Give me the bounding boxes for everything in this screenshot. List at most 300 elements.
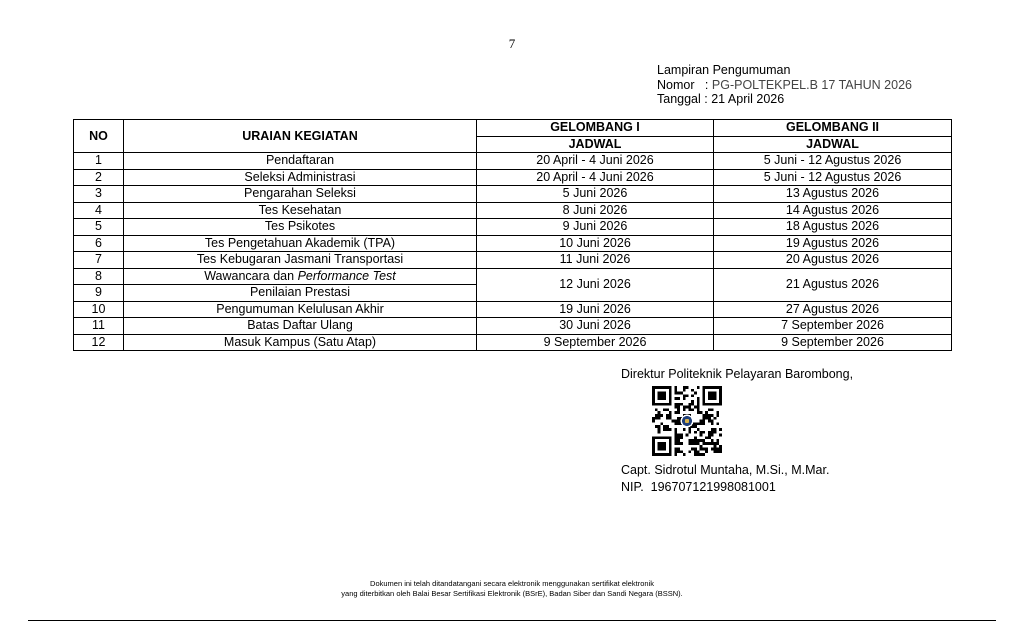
table-row bbox=[74, 235, 952, 252]
row-number: 5 bbox=[74, 219, 124, 236]
column-header-wave-2: GELOMBANG II bbox=[714, 120, 952, 137]
qr-module bbox=[663, 442, 666, 445]
qr-module bbox=[677, 420, 680, 423]
qr-module bbox=[674, 389, 677, 392]
qr-module bbox=[660, 448, 663, 451]
qr-module bbox=[669, 439, 672, 442]
qr-module bbox=[694, 453, 697, 456]
qr-module bbox=[683, 408, 686, 411]
qr-module bbox=[674, 450, 677, 453]
activity-cell: Tes Pengetahuan Akademik (TPA) bbox=[124, 235, 477, 252]
qr-module bbox=[686, 434, 689, 437]
qr-module bbox=[658, 397, 661, 400]
qr-module bbox=[660, 453, 663, 456]
page-bottom-rule bbox=[28, 620, 996, 621]
qr-module bbox=[708, 414, 711, 417]
qr-module bbox=[652, 400, 655, 403]
qr-module bbox=[674, 422, 677, 425]
qr-module bbox=[694, 442, 697, 445]
qr-module bbox=[702, 400, 705, 403]
qr-module bbox=[697, 397, 700, 400]
qr-module bbox=[711, 442, 714, 445]
qr-module bbox=[691, 394, 694, 397]
qr-module bbox=[719, 448, 722, 451]
qr-module bbox=[680, 450, 683, 453]
qr-module bbox=[674, 453, 677, 456]
qr-module bbox=[658, 417, 661, 420]
row-number: 11 bbox=[74, 318, 124, 335]
qr-module bbox=[697, 403, 700, 406]
qr-module bbox=[691, 389, 694, 392]
qr-module bbox=[683, 406, 686, 409]
qr-module bbox=[663, 453, 666, 456]
qr-module bbox=[688, 439, 691, 442]
qr-module bbox=[660, 436, 663, 439]
wave2-date: 19 Agustus 2026 bbox=[714, 235, 952, 252]
qr-module bbox=[716, 450, 719, 453]
qr-module bbox=[669, 436, 672, 439]
qr-module bbox=[658, 448, 661, 451]
qr-module bbox=[716, 414, 719, 417]
qr-module bbox=[705, 403, 708, 406]
qr-module bbox=[658, 414, 661, 417]
qr-module bbox=[669, 386, 672, 389]
column-subheader-schedule-1: JADWAL bbox=[477, 136, 714, 153]
qr-module bbox=[663, 448, 666, 451]
qr-module bbox=[700, 445, 703, 448]
qr-module bbox=[674, 442, 677, 445]
qr-module bbox=[702, 417, 705, 420]
qr-module bbox=[708, 392, 711, 395]
qr-module bbox=[658, 445, 661, 448]
qr-module bbox=[708, 442, 711, 445]
activity-cell: Pengarahan Seleksi bbox=[124, 186, 477, 203]
qr-module bbox=[708, 408, 711, 411]
qr-module bbox=[719, 400, 722, 403]
qr-module bbox=[652, 439, 655, 442]
qr-module bbox=[691, 408, 694, 411]
qr-module bbox=[655, 436, 658, 439]
qr-module bbox=[674, 439, 677, 442]
table-row bbox=[74, 153, 952, 170]
qr-module bbox=[658, 428, 661, 431]
qr-module bbox=[669, 450, 672, 453]
wave2-date: 21 Agustus 2026 bbox=[714, 268, 952, 301]
qr-module bbox=[652, 436, 655, 439]
signer-name: Capt. Sidrotul Muntaha, M.Si., M.Mar. bbox=[621, 463, 830, 477]
qr-module bbox=[663, 392, 666, 395]
qr-module bbox=[697, 408, 700, 411]
qr-module bbox=[663, 428, 666, 431]
qr-module bbox=[677, 397, 680, 400]
qr-module bbox=[694, 436, 697, 439]
qr-module bbox=[674, 411, 677, 414]
qr-module bbox=[666, 386, 669, 389]
qr-module bbox=[694, 450, 697, 453]
qr-module bbox=[688, 408, 691, 411]
qr-module bbox=[691, 403, 694, 406]
qr-module bbox=[677, 417, 680, 420]
qr-module bbox=[716, 442, 719, 445]
qr-module bbox=[711, 448, 714, 451]
qr-module bbox=[666, 417, 669, 420]
page-number: 7 bbox=[508, 36, 516, 51]
qr-module bbox=[711, 431, 714, 434]
qr-module bbox=[658, 394, 661, 397]
qr-module bbox=[652, 453, 655, 456]
table-row bbox=[74, 334, 952, 351]
wave1-date: 10 Juni 2026 bbox=[477, 235, 714, 252]
qr-module bbox=[716, 403, 719, 406]
qr-module bbox=[716, 386, 719, 389]
qr-module bbox=[658, 431, 661, 434]
qr-module bbox=[702, 431, 705, 434]
qr-module bbox=[705, 442, 708, 445]
qr-module bbox=[702, 414, 705, 417]
table-row bbox=[74, 202, 952, 219]
qr-module bbox=[711, 386, 714, 389]
qr-module bbox=[702, 448, 705, 451]
qr-module bbox=[697, 386, 700, 389]
qr-module bbox=[716, 448, 719, 451]
qr-module bbox=[658, 425, 661, 428]
qr-module bbox=[711, 422, 714, 425]
qr-module bbox=[683, 428, 686, 431]
column-header-activity: URAIAN KEGIATAN bbox=[124, 120, 477, 153]
qr-module bbox=[660, 386, 663, 389]
qr-module bbox=[666, 428, 669, 431]
qr-module bbox=[663, 445, 666, 448]
tanggal-value: 21 April 2026 bbox=[711, 92, 785, 106]
qr-module bbox=[660, 397, 663, 400]
qr-module bbox=[655, 417, 658, 420]
qr-module bbox=[658, 453, 661, 456]
qr-module bbox=[691, 442, 694, 445]
qr-module bbox=[714, 442, 717, 445]
qr-module bbox=[660, 394, 663, 397]
qr-module bbox=[652, 442, 655, 445]
qr-module bbox=[705, 411, 708, 414]
qr-module bbox=[677, 448, 680, 451]
qr-module bbox=[688, 428, 691, 431]
qr-module bbox=[655, 414, 658, 417]
qr-module bbox=[677, 436, 680, 439]
qr-module bbox=[697, 450, 700, 453]
wave1-date: 12 Juni 2026 bbox=[477, 268, 714, 301]
activity-cell: Pengumuman Kelulusan Akhir bbox=[124, 301, 477, 318]
qr-module bbox=[719, 450, 722, 453]
qr-module bbox=[711, 428, 714, 431]
qr-module bbox=[674, 436, 677, 439]
qr-module bbox=[658, 403, 661, 406]
qr-module bbox=[660, 403, 663, 406]
qr-module bbox=[683, 394, 686, 397]
qr-module bbox=[669, 389, 672, 392]
qr-module bbox=[652, 450, 655, 453]
qr-module bbox=[663, 436, 666, 439]
qr-module bbox=[700, 422, 703, 425]
qr-module bbox=[719, 445, 722, 448]
qr-module bbox=[705, 436, 708, 439]
qr-module bbox=[711, 408, 714, 411]
schedule-table bbox=[73, 119, 952, 351]
qr-module bbox=[708, 386, 711, 389]
activity-cell: Wawancara dan Performance Test bbox=[124, 268, 477, 285]
qr-module bbox=[652, 397, 655, 400]
qr-module bbox=[719, 394, 722, 397]
qr-module bbox=[688, 403, 691, 406]
qr-module bbox=[714, 445, 717, 448]
qr-module bbox=[691, 439, 694, 442]
table-row bbox=[74, 252, 952, 269]
qr-module bbox=[652, 403, 655, 406]
qr-module bbox=[680, 403, 683, 406]
qr-module bbox=[688, 431, 691, 434]
qr-module bbox=[700, 431, 703, 434]
qr-module bbox=[677, 408, 680, 411]
table-row bbox=[74, 169, 952, 186]
qr-module bbox=[694, 439, 697, 442]
qr-module bbox=[705, 417, 708, 420]
qr-module bbox=[708, 420, 711, 423]
qr-module bbox=[694, 406, 697, 409]
qr-module bbox=[660, 392, 663, 395]
activity-cell: Seleksi Administrasi bbox=[124, 169, 477, 186]
qr-module bbox=[711, 414, 714, 417]
announcement-header bbox=[657, 63, 912, 107]
qr-module bbox=[714, 448, 717, 451]
qr-module bbox=[708, 394, 711, 397]
qr-module bbox=[677, 411, 680, 414]
qr-module bbox=[705, 414, 708, 417]
qr-module bbox=[714, 431, 717, 434]
qr-module bbox=[702, 439, 705, 442]
qr-module bbox=[700, 448, 703, 451]
qr-module bbox=[702, 403, 705, 406]
signer-nip: NIP. 196707121998081001 bbox=[621, 480, 776, 494]
activity-cell: Tes Kesehatan bbox=[124, 202, 477, 219]
wave1-date: 19 Juni 2026 bbox=[477, 301, 714, 318]
table-row bbox=[74, 219, 952, 236]
qr-module bbox=[677, 434, 680, 437]
qr-module bbox=[697, 400, 700, 403]
qr-module bbox=[719, 392, 722, 395]
qr-module bbox=[700, 453, 703, 456]
qr-module bbox=[688, 442, 691, 445]
qr-module bbox=[714, 386, 717, 389]
qr-module bbox=[677, 450, 680, 453]
wave2-date: 20 Agustus 2026 bbox=[714, 252, 952, 269]
qr-module bbox=[677, 406, 680, 409]
qr-module bbox=[658, 411, 661, 414]
qr-module bbox=[652, 392, 655, 395]
qr-module bbox=[702, 453, 705, 456]
row-number: 1 bbox=[74, 153, 124, 170]
qr-module bbox=[677, 442, 680, 445]
row-number: 12 bbox=[74, 334, 124, 351]
qr-module bbox=[719, 389, 722, 392]
qr-module bbox=[660, 445, 663, 448]
qr-module bbox=[669, 445, 672, 448]
qr-module bbox=[652, 420, 655, 423]
qr-module bbox=[663, 403, 666, 406]
qr-module bbox=[674, 431, 677, 434]
qr-module bbox=[708, 403, 711, 406]
qr-module bbox=[711, 439, 714, 442]
qr-module bbox=[652, 386, 655, 389]
qr-module bbox=[669, 397, 672, 400]
wave1-date: 30 Juni 2026 bbox=[477, 318, 714, 335]
qr-module bbox=[652, 417, 655, 420]
qr-module bbox=[708, 436, 711, 439]
qr-module bbox=[669, 400, 672, 403]
qr-module bbox=[666, 436, 669, 439]
qr-module bbox=[669, 414, 672, 417]
qr-module bbox=[658, 436, 661, 439]
wave2-date: 14 Agustus 2026 bbox=[714, 202, 952, 219]
qr-module bbox=[663, 425, 666, 428]
qr-module bbox=[688, 406, 691, 409]
column-subheader-schedule-2: JADWAL bbox=[714, 136, 952, 153]
wave2-date: 7 September 2026 bbox=[714, 318, 952, 335]
qr-module bbox=[669, 403, 672, 406]
qr-module bbox=[652, 394, 655, 397]
qr-module bbox=[711, 434, 714, 437]
wave1-date: 8 Juni 2026 bbox=[477, 202, 714, 219]
qr-module bbox=[697, 406, 700, 409]
wave2-date: 13 Agustus 2026 bbox=[714, 186, 952, 203]
qr-module bbox=[655, 453, 658, 456]
qr-module bbox=[697, 442, 700, 445]
qr-module bbox=[697, 439, 700, 442]
qr-module bbox=[716, 439, 719, 442]
qr-module bbox=[666, 453, 669, 456]
electronic-signature-notice bbox=[0, 579, 1024, 599]
wave1-date: 20 April - 4 Juni 2026 bbox=[477, 153, 714, 170]
wave2-date: 5 Juni - 12 Agustus 2026 bbox=[714, 153, 952, 170]
footer-line-1: Dokumen ini telah ditandatangani secara elektronik menggunakan sertifikat elektronik bbox=[370, 579, 654, 588]
activity-cell: Masuk Kampus (Satu Atap) bbox=[124, 334, 477, 351]
qr-module bbox=[652, 445, 655, 448]
qr-module bbox=[716, 422, 719, 425]
qr-module bbox=[708, 417, 711, 420]
qr-module bbox=[711, 403, 714, 406]
column-header-no: NO bbox=[74, 120, 124, 153]
qr-module bbox=[674, 397, 677, 400]
qr-module bbox=[663, 397, 666, 400]
qr-module bbox=[655, 403, 658, 406]
qr-module bbox=[674, 434, 677, 437]
qr-module bbox=[719, 434, 722, 437]
qr-module bbox=[660, 414, 663, 417]
qr-module bbox=[674, 420, 677, 423]
row-number: 9 bbox=[74, 285, 124, 302]
qr-module bbox=[663, 394, 666, 397]
qr-module bbox=[674, 403, 677, 406]
qr-module bbox=[714, 417, 717, 420]
qr-module bbox=[674, 448, 677, 451]
qr-code-signature bbox=[652, 386, 722, 456]
qr-module bbox=[669, 453, 672, 456]
qr-module bbox=[669, 411, 672, 414]
table-row bbox=[74, 186, 952, 203]
qr-module bbox=[719, 386, 722, 389]
qr-module bbox=[702, 394, 705, 397]
qr-module bbox=[714, 394, 717, 397]
qr-module bbox=[719, 397, 722, 400]
row-number: 4 bbox=[74, 202, 124, 219]
qr-module bbox=[697, 453, 700, 456]
wave1-date: 9 September 2026 bbox=[477, 334, 714, 351]
qr-module bbox=[694, 431, 697, 434]
qr-module bbox=[669, 428, 672, 431]
row-number: 7 bbox=[74, 252, 124, 269]
qr-module bbox=[697, 422, 700, 425]
qr-module bbox=[666, 403, 669, 406]
qr-module bbox=[666, 408, 669, 411]
qr-module bbox=[700, 420, 703, 423]
signer-block bbox=[621, 462, 829, 496]
qr-module bbox=[708, 434, 711, 437]
qr-module bbox=[691, 448, 694, 451]
row-number: 6 bbox=[74, 235, 124, 252]
qr-module bbox=[686, 386, 689, 389]
qr-module bbox=[683, 389, 686, 392]
row-number: 3 bbox=[74, 186, 124, 203]
qr-module bbox=[702, 389, 705, 392]
qr-module bbox=[702, 422, 705, 425]
nomor-value: PG-POLTEKPEL.B 17 TAHUN 2026 bbox=[711, 77, 912, 92]
qr-module bbox=[686, 406, 689, 409]
activity-cell: Tes Kebugaran Jasmani Transportasi bbox=[124, 252, 477, 269]
qr-module bbox=[663, 386, 666, 389]
qr-module bbox=[702, 392, 705, 395]
row-number: 10 bbox=[74, 301, 124, 318]
qr-module bbox=[705, 450, 708, 453]
table-row bbox=[74, 301, 952, 318]
qr-module bbox=[658, 442, 661, 445]
qr-module bbox=[669, 417, 672, 420]
column-header-wave-1: GELOMBANG I bbox=[477, 120, 714, 137]
qr-module bbox=[677, 403, 680, 406]
qr-module bbox=[680, 442, 683, 445]
qr-module bbox=[691, 425, 694, 428]
qr-module bbox=[691, 400, 694, 403]
activity-cell: Pendaftaran bbox=[124, 153, 477, 170]
qr-module bbox=[711, 394, 714, 397]
qr-module bbox=[708, 431, 711, 434]
qr-module bbox=[669, 394, 672, 397]
qr-module bbox=[660, 422, 663, 425]
qr-module bbox=[652, 448, 655, 451]
qr-module bbox=[714, 428, 717, 431]
qr-module bbox=[719, 428, 722, 431]
wave2-date: 9 September 2026 bbox=[714, 334, 952, 351]
qr-module bbox=[652, 389, 655, 392]
row-number: 8 bbox=[74, 268, 124, 285]
qr-module bbox=[680, 436, 683, 439]
qr-module bbox=[719, 403, 722, 406]
qr-module bbox=[702, 397, 705, 400]
qr-module bbox=[674, 386, 677, 389]
qr-module bbox=[694, 422, 697, 425]
table-row bbox=[74, 268, 952, 285]
qr-module bbox=[674, 392, 677, 395]
qr-module bbox=[711, 420, 714, 423]
qr-module bbox=[711, 392, 714, 395]
row-number: 2 bbox=[74, 169, 124, 186]
wave1-date: 20 April - 4 Juni 2026 bbox=[477, 169, 714, 186]
